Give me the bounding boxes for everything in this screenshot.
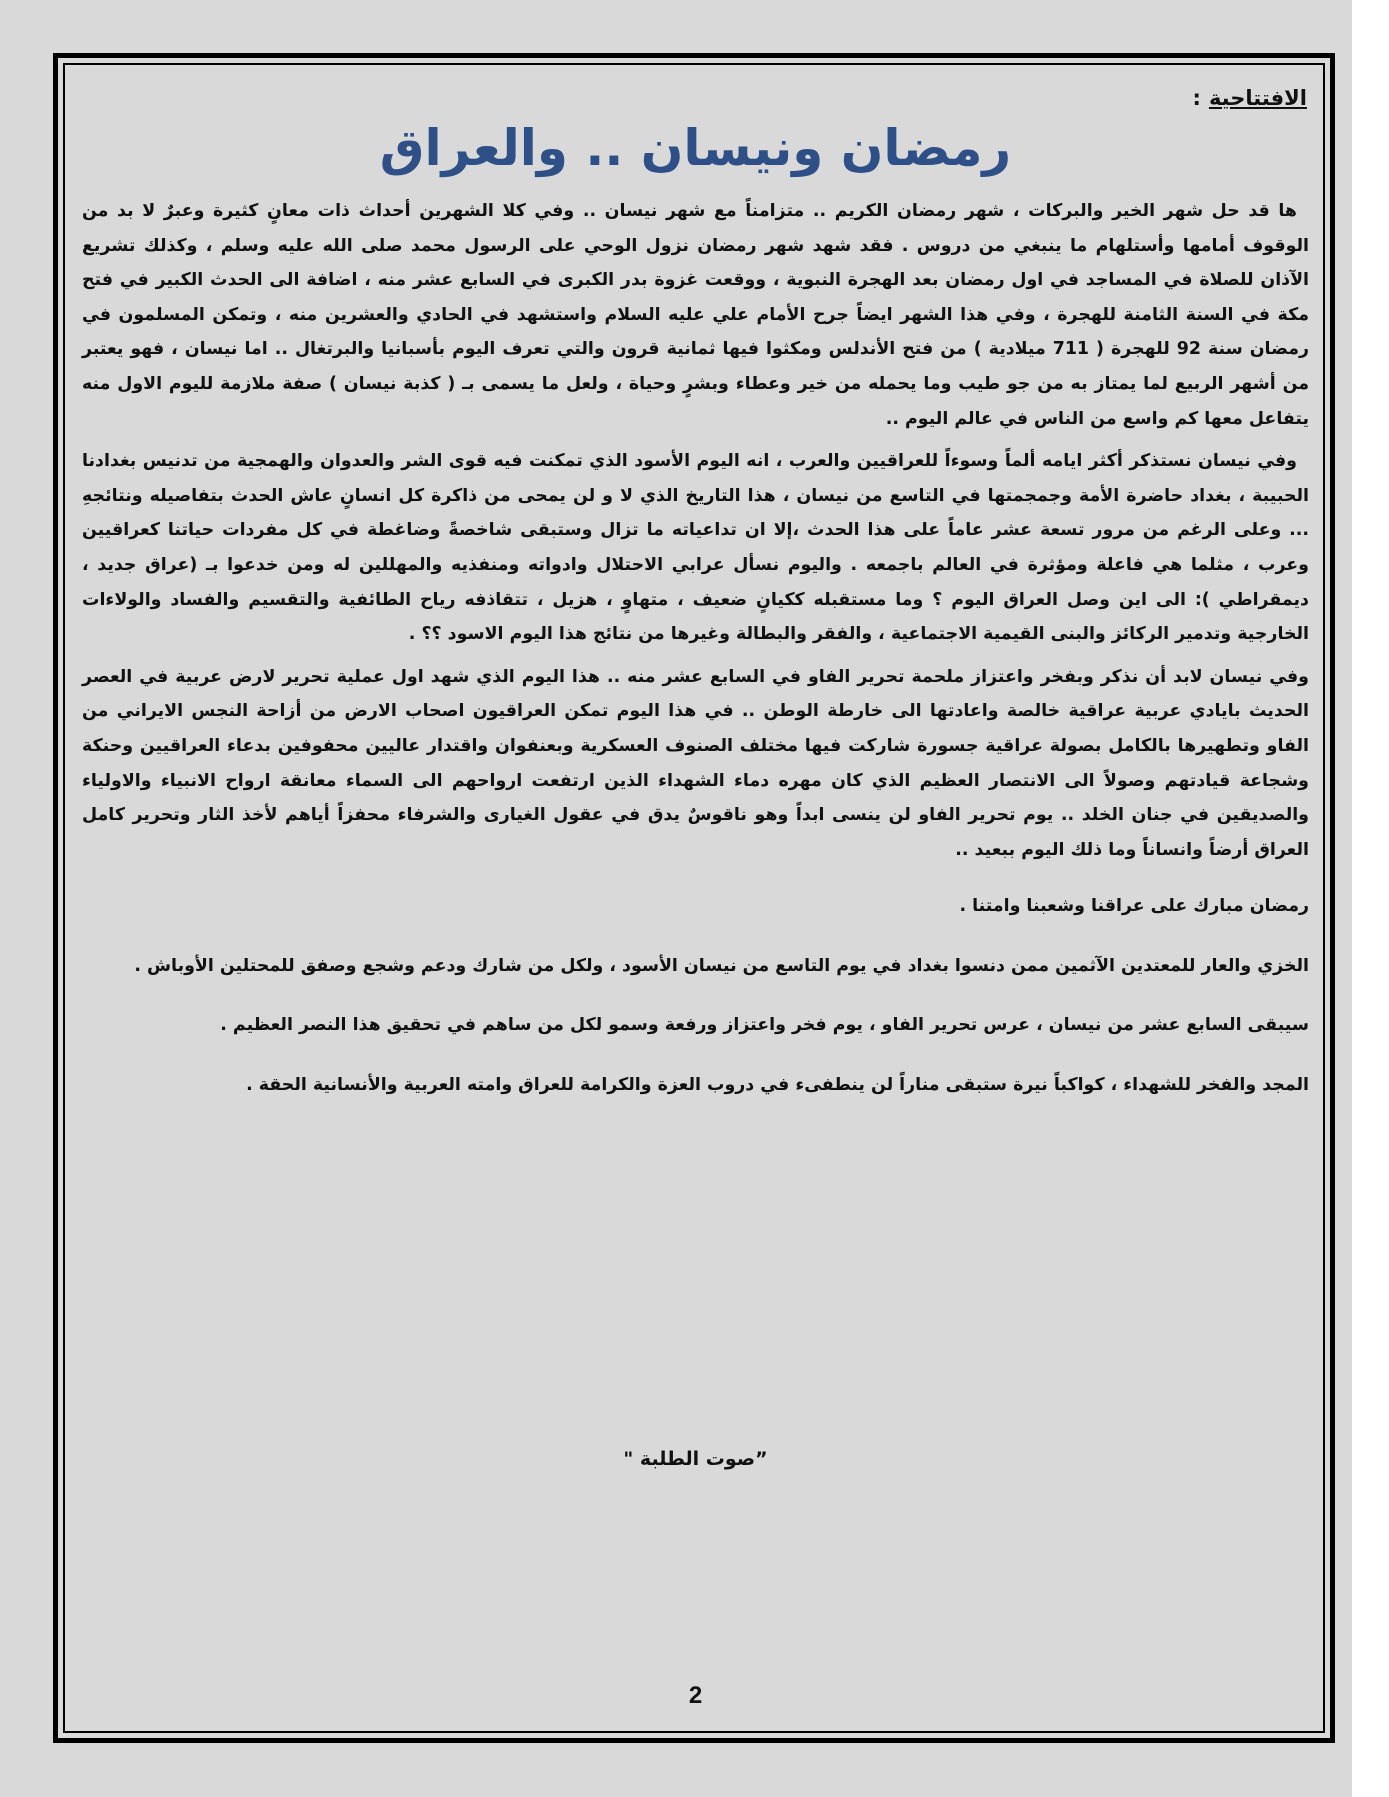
closing-line-shame: الخزي والعار للمعتدين الآثمين ممن دنسوا بغداد في يوم التاسع من نيسان الأسود ، ولكل من شارك ودعم وشجع وصفق للمحتلين الأوباش . (134, 955, 1309, 976)
signature: ”صوت الطلبة " (623, 1448, 768, 1470)
section-label-text: الافتتاحية (1208, 86, 1307, 110)
article-title: رمضان ونيسان .. والعراق (379, 119, 1012, 177)
paragraph-april-occupation: وفي نيسان نستذكر أكثر ايامه ألماً وسوءاً للعراقيين والعرب ، انه اليوم الأسود الذي تمكنت فيه قوى الشر والعدوان والهمجية من تدنيس بغدادنا الحبيبة ، بغداد حاضرة الأمة وجمجمتها في التاسع من نيسان ، هذا التاريخ الذي لا و لن يمحى من ذاكرة كل انسانٍ عاش الحدث بتفاصيله ونتائجهِ ... وعلى الرغم من مرور تسعة عشر عاماً على هذا الحدث ،إلا ان تداعياته ما تزال وستبقى شاخصةً وضاغطة في كل مفردات حياتنا كعراقيين وعرب ، مثلما هي فاعلة ومؤثرة في العالم باجمعه . واليوم نسأل عرابي الاحتلال وادواته ومنفذيه والمهللين له ومن خدعوا بـ (عراق جديد ، ديمقراطي ): الى اين وصل العراق اليوم ؟ وما مستقبله ككيانٍ ضعيف ، متهاوٍ ، هزيل ، تتقاذفه رياح الطائفية والتقسيم والفساد والولاءات الخارجية وتدمير الركائز والبنى القيمية الاجتماعية ، والفقر والبطالة وغيرها من نتائج هذا اليوم الاسود ؟؟ . (82, 451, 1309, 645)
paragraph-fao-liberation: وفي نيسان لابد أن نذكر وبفخر واعتزاز ملحمة تحرير الفاو في السابع عشر منه .. هذا اليوم الذي شهد اول عملية تحرير لارض عربية في العصر الحديث بايادي عربية عراقية خالصة واعادتها الى خارطة الوطن .. في هذا اليوم تمكن العراقيون اصحاب الارض من أزاحة النجس الايراني من الفاو وتطهيرها بالكامل بصولة عراقية جسورة شاركت فيها مختلف الصنوف العسكرية وبعنفوان واقتدار عاليين محفوفين بدعاء العراقيين وحنكة وشجاعة قيادتهم وصولاً الى الانتصار العظيم الذي كان مهره دماء الشهداء الذين ارتفعت ارواحهم الى السماء معانقة ارواح الانبياء والاولياء والصديقين في جنان الخلد .. يوم تحرير الفاو لن ينسى ابداً وهو ناقوسٌ يدق في عقول الغيارى والشرفاء محفزاً أياهم لأخذ الثار وتحرير كامل العراق أرضاً وانساناً وما ذلك اليوم ببعيد .. (82, 666, 1309, 860)
section-label-colon: : (1192, 86, 1201, 110)
article-content (82, 72, 1309, 1128)
paragraph-ramadan: ها قد حل شهر الخير والبركات ، شهر رمضان الكريم .. متزامناً مع شهر نيسان .. وفي كلا الشهرين أحداث ذات معانٍ كثيرة وعبرٌ لا بد من الوقوف أمامها وأستلهام ما ينبغي من دروس . فقد شهد شهر رمضان نزول الوحي على الرسول محمد صلى الله عليه وسلم ، وكذلك تشريع الآذان للصلاة في المساجد في اول رمضان بعد الهجرة النبوية ، ووقعت غزوة بدر الكبرى في السابع عشر منه ، اضافة الى الحدث الكبير في فتح مكة في السنة الثامنة للهجرة ، وفي هذا الشهر ايضاً جرح الأمام علي عليه السلام واستشهد في الحادي والعشرين منه ، وتمكن المسلمون في رمضان سنة 92 للهجرة ( 711 ميلادية ) من فتح الأندلس ومكثوا فيها ثمانية قرون والتي تعرف اليوم بأسبانيا والبرتغال .. اما نيسان ، فهو يعتبر من أشهر الربيع لما يمتاز به من جو طيب وما يحمله من خير وعطاء وبشرٍ وحياة ، ولعل ما يسمى بـ ( كذبة نيسان ) صفة ملازمة لليوم الاول منه يتفاعل معها كم واسع من الناس في عالم اليوم .. (82, 201, 1310, 429)
closing-line-blessing: رمضان مبارك على عراقنا وشعبنا وامتنا . (959, 896, 1309, 917)
closing-line-martyrs: المجد والفخر للشهداء ، كواكباً نيرة ستبقى مناراً لن ينطفىء في دروب العزة والكرامة للعراق وامته العربية والأنسانية الحقة . (246, 1075, 1309, 1096)
closing-line-fao: سيبقى السابع عشر من نيسان ، عرس تحرير الفاو ، يوم فخر واعتزاز ورفعة وسمو لكل من ساهم في تحقيق هذا النصر العظيم . (220, 1015, 1309, 1036)
section-label (82, 84, 1307, 112)
page-number: 2 (688, 1682, 703, 1709)
